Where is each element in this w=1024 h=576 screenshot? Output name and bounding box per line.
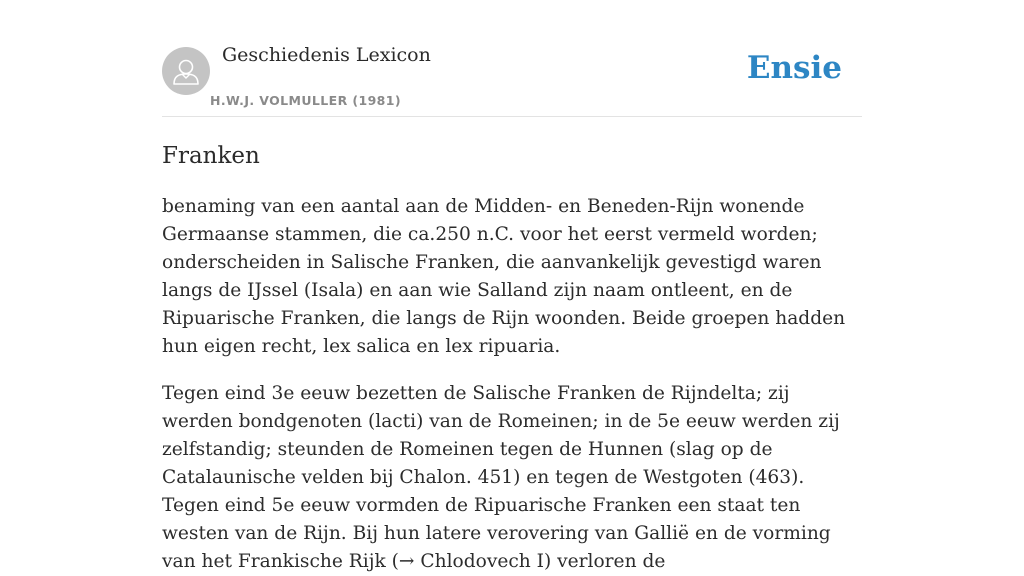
ensie-logo[interactable]: Ensie xyxy=(746,50,842,86)
source-title-link[interactable]: Geschiedenis Lexicon xyxy=(222,44,431,66)
author-link[interactable]: H.W.J. VOLMULLER (1981) xyxy=(210,93,401,108)
page xyxy=(162,0,862,572)
source-header xyxy=(162,0,862,117)
user-icon xyxy=(162,47,210,95)
article-paragraph: Tegen eind 3e eeuw bezetten de Salische Franken de Rijndelta; zij werden bondgenoten (lacti) van de Romeinen; in de 5e eeuw werden zij zelfstandig; steunden de Romeinen tegen de Hunnen (slag op de Catalaunische velden bij Chalon. 451) en tegen de Westgoten (463). Tegen eind 5e eeuw vormden de Ripuarische Franken een staat ten westen van de Rijn. Bij hun latere verovering van Gallië en de vorming van het Frankische Rijk (→ Chlodovech I) verloren de xyxy=(162,383,840,572)
page-title: Franken xyxy=(162,143,260,169)
article-body xyxy=(162,193,862,576)
article-paragraph: benaming van een aantal aan de Midden- en Beneden-Rijn wonende Germaanse stammen, die ca.250 n.C. voor het eerst vermeld worden; onderscheiden in Salische Franken, die aanvankelijk gevestigd waren langs de IJssel (Isala) en aan wie Salland zijn naam ontleent, en de Ripuarische Franken, die langs de Rijn woonden. Beide groepen hadden hun eigen recht, lex salica en lex ripuaria. xyxy=(162,196,846,357)
avatar[interactable] xyxy=(162,47,210,95)
